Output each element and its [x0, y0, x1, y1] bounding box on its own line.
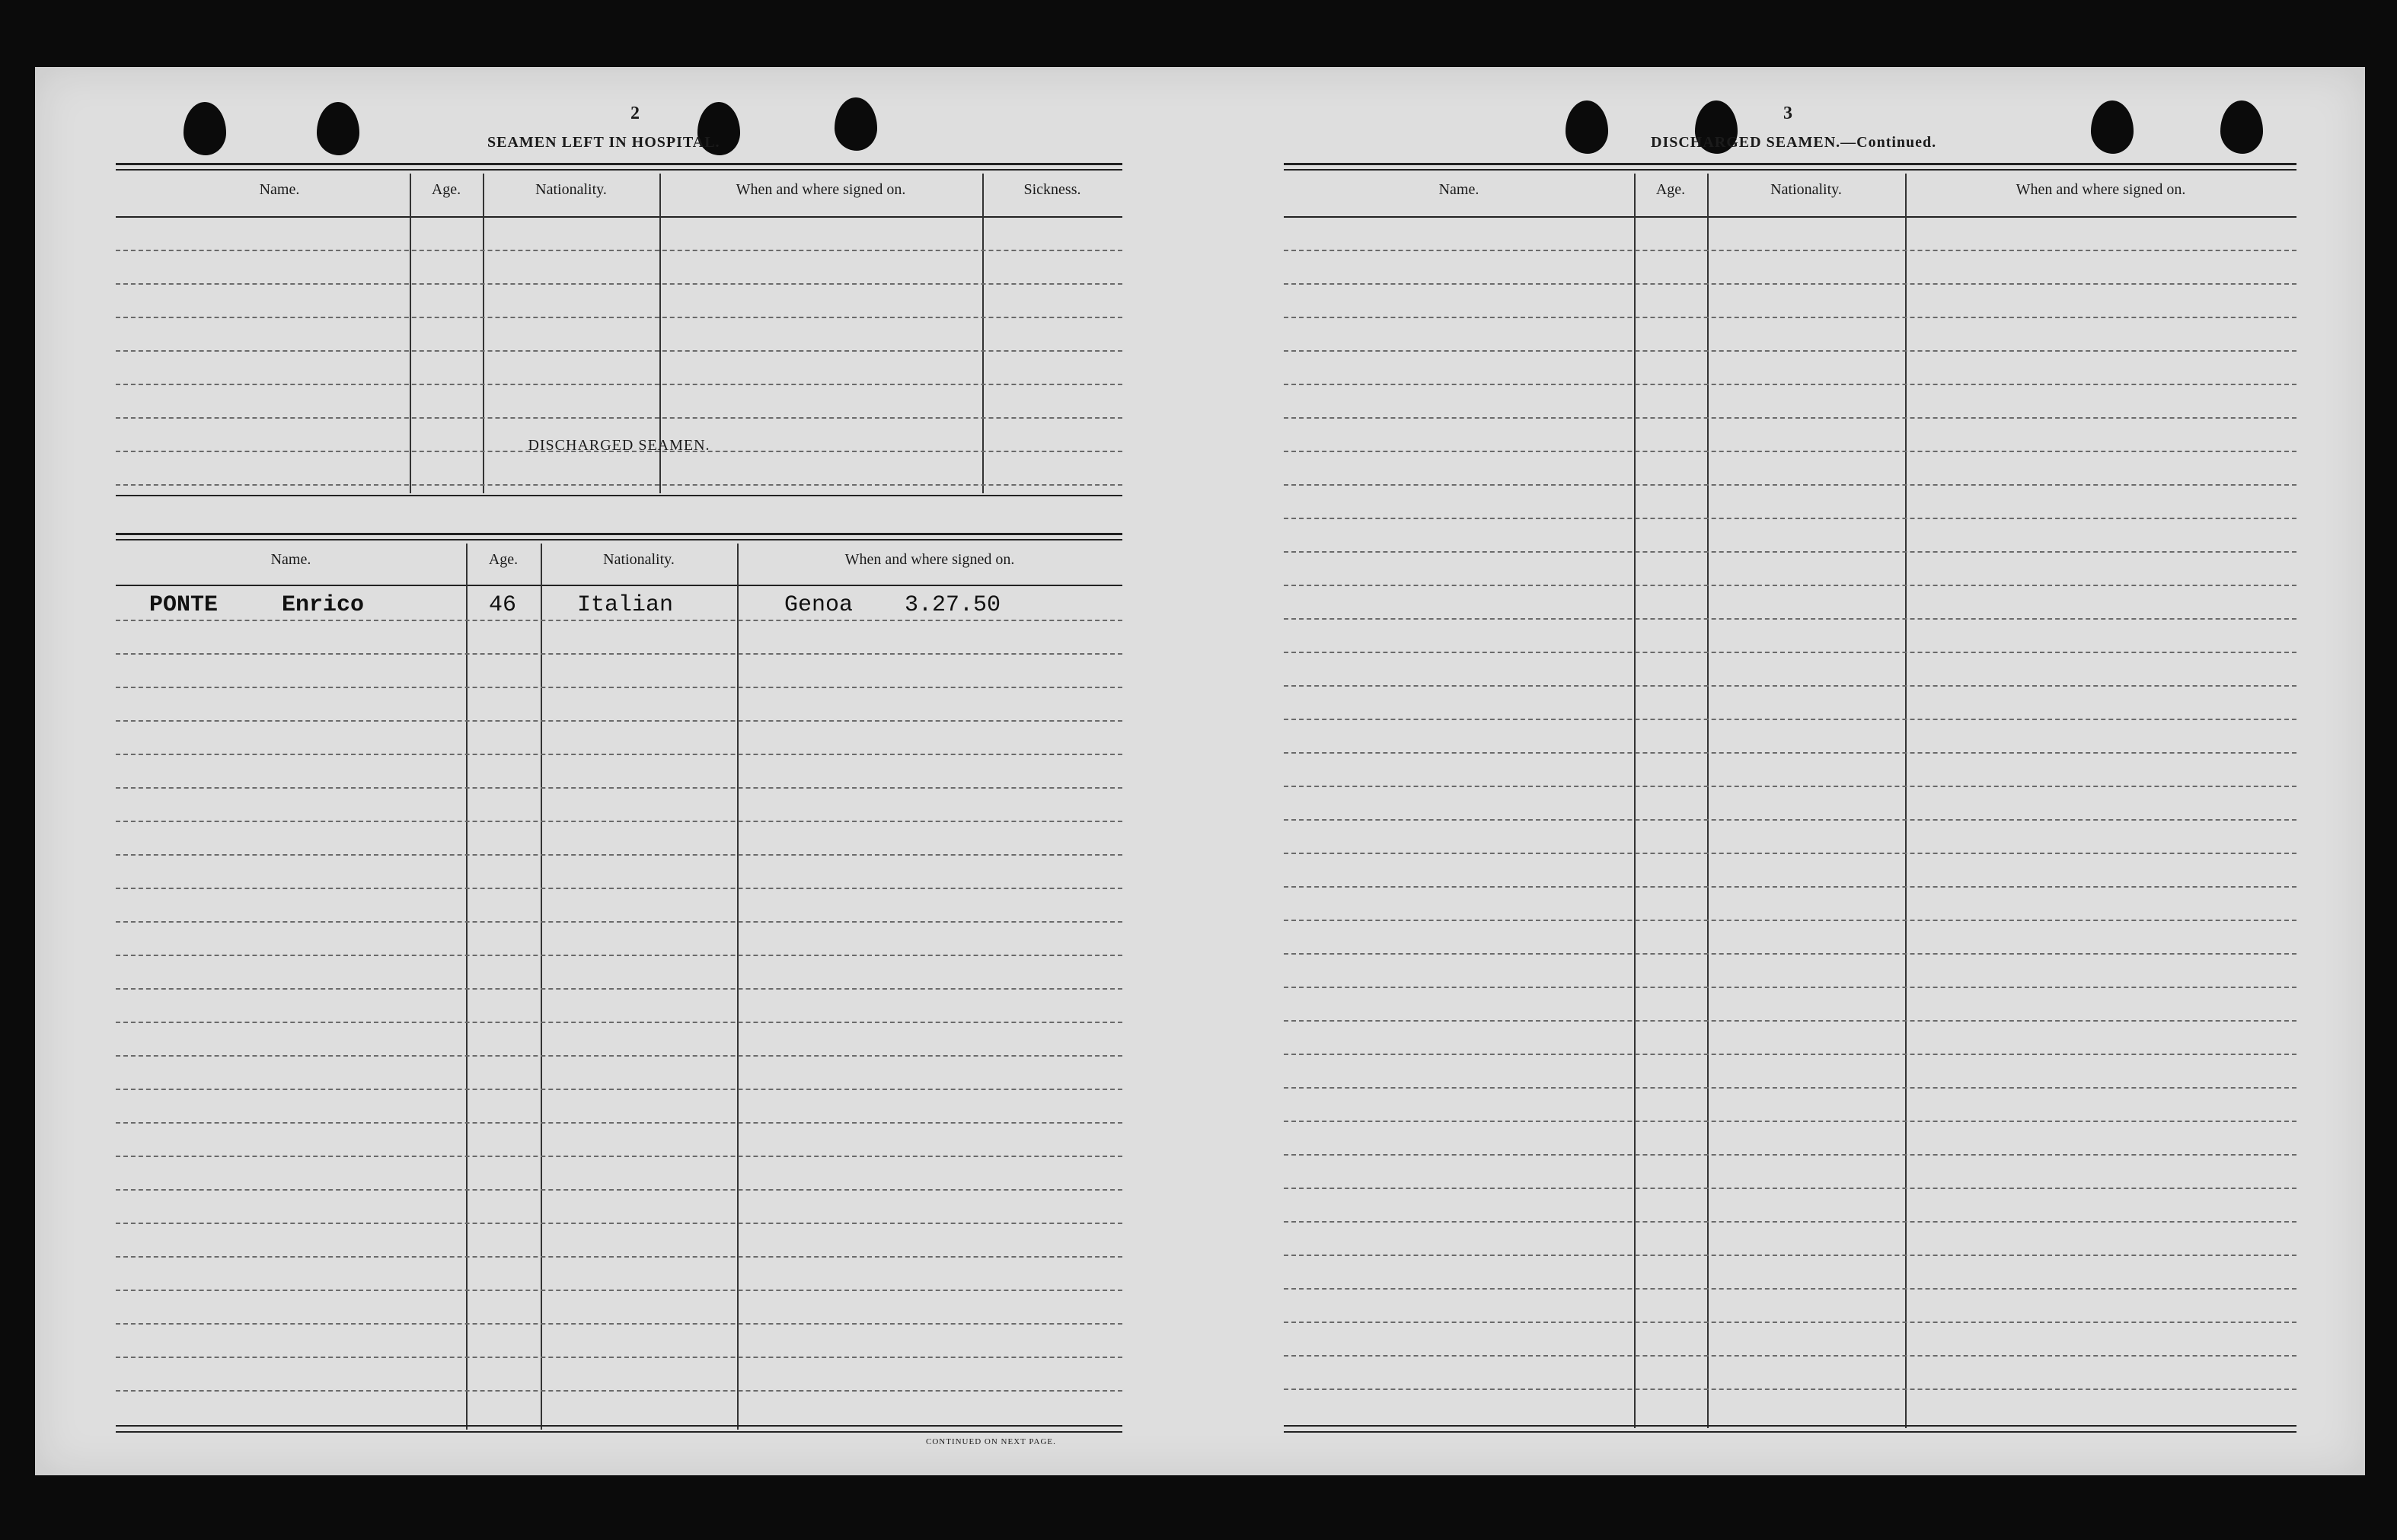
entry-line — [1284, 953, 2296, 955]
entry-line — [116, 1022, 1122, 1023]
entry-line — [116, 350, 1122, 352]
entry-line — [1284, 1389, 2296, 1390]
entry-line — [1284, 350, 2296, 352]
seaman-surname: PONTE — [149, 592, 219, 618]
entry-line — [1284, 719, 2296, 720]
entry-line — [116, 1055, 1122, 1057]
section-rule — [116, 495, 1122, 496]
col-header-signed-on: When and where signed on. — [2016, 181, 2186, 198]
entry-line — [1284, 451, 2296, 452]
seaman-age: 46 — [489, 592, 517, 618]
page-number: 2 — [630, 104, 640, 123]
entry-line — [1284, 853, 2296, 854]
entry-line — [116, 988, 1122, 990]
section-title: DISCHARGED SEAMEN. — [528, 437, 710, 454]
entry-line — [116, 687, 1122, 688]
signed-on-date: 3.27.50 — [905, 592, 1001, 618]
col-header-nationality: Nationality. — [535, 181, 607, 198]
seaman-nationality: Italian — [577, 592, 674, 618]
bottom-rule — [1284, 1425, 2296, 1427]
ledger-sheet — [35, 67, 2365, 1475]
entry-line — [1284, 652, 2296, 653]
seaman-given-name: Enrico — [282, 592, 365, 618]
entry-line — [116, 1357, 1122, 1358]
entry-line — [1284, 685, 2296, 687]
column-divider — [1905, 174, 1907, 1428]
entry-line — [116, 854, 1122, 856]
signed-on-place: Genoa — [784, 592, 854, 618]
entry-line — [116, 620, 1122, 621]
header-underline — [116, 585, 1122, 586]
entry-line — [1284, 551, 2296, 553]
column-divider — [1707, 174, 1709, 1428]
col-header-age: Age. — [431, 181, 461, 198]
col-header-name: Name. — [1438, 181, 1479, 198]
bottom-rule-inner — [116, 1431, 1122, 1433]
entry-line — [116, 317, 1122, 318]
top-rule-inner — [1284, 169, 2296, 171]
top-rule — [1284, 163, 2296, 165]
col-header-age: Age. — [488, 551, 519, 568]
column-divider — [466, 544, 468, 1430]
entry-line — [116, 1223, 1122, 1224]
column-divider — [541, 544, 542, 1430]
entry-line — [1284, 1322, 2296, 1323]
entry-line — [116, 754, 1122, 755]
section-rule — [116, 533, 1122, 535]
col-header-signed-on: When and where signed on. — [736, 181, 906, 198]
entry-line — [116, 484, 1122, 486]
entry-line — [116, 1089, 1122, 1090]
entry-line — [1284, 920, 2296, 921]
entry-line — [116, 384, 1122, 385]
entry-line — [1284, 1020, 2296, 1022]
top-rule — [116, 163, 1122, 165]
col-header-signed-on: When and where signed on. — [844, 551, 1015, 568]
entry-line — [116, 720, 1122, 722]
page-title: DISCHARGED SEAMEN.—Continued. — [1651, 134, 1937, 151]
entry-line — [116, 1256, 1122, 1258]
entry-line — [1284, 987, 2296, 988]
entry-line — [1284, 1221, 2296, 1223]
entry-line — [1284, 1054, 2296, 1055]
page-number: 3 — [1783, 104, 1792, 123]
col-header-nationality: Nationality. — [1770, 181, 1842, 198]
entry-line — [116, 653, 1122, 655]
header-underline — [1284, 216, 2296, 218]
entry-line — [1284, 752, 2296, 754]
entry-line — [116, 1189, 1122, 1191]
entry-line — [1284, 1087, 2296, 1089]
col-header-name: Name. — [270, 551, 311, 568]
page-title: SEAMEN LEFT IN HOSPITAL. — [487, 134, 720, 151]
bottom-rule — [116, 1425, 1122, 1427]
entry-line — [1284, 886, 2296, 888]
top-rule-inner — [116, 169, 1122, 171]
entry-line — [1284, 283, 2296, 285]
entry-line — [1284, 618, 2296, 620]
col-header-age: Age. — [1655, 181, 1686, 198]
col-header-nationality: Nationality. — [603, 551, 675, 568]
entry-line — [116, 1156, 1122, 1157]
entry-line — [1284, 484, 2296, 486]
entry-line — [116, 1323, 1122, 1325]
entry-line — [116, 888, 1122, 889]
entry-line — [116, 1390, 1122, 1392]
entry-line — [116, 787, 1122, 789]
entry-line — [1284, 1355, 2296, 1357]
entry-line — [1284, 250, 2296, 251]
entry-line — [1284, 1121, 2296, 1122]
section-rule-inner — [116, 539, 1122, 540]
entry-line — [1284, 317, 2296, 318]
column-divider — [737, 544, 739, 1430]
col-header-sickness: Sickness. — [1023, 181, 1081, 198]
entry-line — [1284, 417, 2296, 419]
entry-line — [116, 417, 1122, 419]
entry-line — [1284, 518, 2296, 519]
right-page — [1200, 67, 2365, 1475]
bottom-rule-inner — [1284, 1431, 2296, 1433]
entry-line — [116, 1290, 1122, 1291]
column-divider — [1634, 174, 1636, 1428]
entry-line — [116, 921, 1122, 923]
entry-line — [1284, 585, 2296, 586]
col-header-name: Name. — [259, 181, 300, 198]
entry-line — [1284, 1288, 2296, 1290]
header-underline — [116, 216, 1122, 218]
footer-note: CONTINUED ON NEXT PAGE. — [926, 1437, 1056, 1446]
entry-line — [116, 1122, 1122, 1124]
entry-line — [116, 955, 1122, 956]
entry-line — [1284, 384, 2296, 385]
entry-line — [1284, 1255, 2296, 1256]
entry-line — [1284, 786, 2296, 787]
entry-line — [1284, 1188, 2296, 1189]
left-page — [35, 67, 1200, 1475]
entry-line — [116, 250, 1122, 251]
entry-line — [116, 283, 1122, 285]
entry-line — [1284, 1154, 2296, 1156]
entry-line — [1284, 819, 2296, 821]
entry-line — [116, 821, 1122, 822]
